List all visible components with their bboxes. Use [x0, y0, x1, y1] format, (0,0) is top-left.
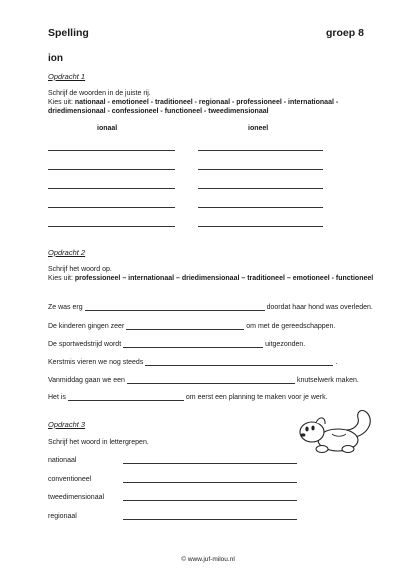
syllable-word-2: conventioneel [48, 476, 92, 483]
answer-line-ionaal-2[interactable] [48, 169, 175, 170]
section2-words-line [48, 274, 388, 283]
sentence-1 [48, 303, 373, 311]
sentence-after: om met de gereedschappen. [246, 323, 336, 330]
sentence-2 [48, 322, 335, 330]
answer-line-ioneel-3[interactable] [198, 188, 323, 189]
choose-prefix: Kies uit: [48, 99, 75, 106]
sentence-blank[interactable] [145, 358, 333, 366]
syllable-answer-line-4[interactable] [123, 519, 297, 520]
sentence-blank[interactable] [85, 303, 265, 311]
section3-instruction: Schrijf het woord in lettergrepen. [48, 439, 149, 446]
sentence-6 [48, 393, 328, 401]
topic-title: ion [48, 53, 63, 64]
answer-line-ioneel-2[interactable] [198, 169, 323, 170]
section1-instruction: Schrijf de woorden in de juiste rij. [48, 90, 151, 97]
syllable-answer-line-2[interactable] [123, 482, 297, 483]
cartoon-animal-illustration [298, 402, 376, 458]
sentence-before: Kerstmis vieren we nog steeds [48, 359, 144, 366]
section2-instructions [48, 265, 388, 283]
syllable-word-4: regionaal [48, 513, 77, 520]
sentence-3 [48, 340, 305, 348]
sentence-before: De kinderen gingen zeer [48, 323, 125, 330]
sentence-blank[interactable] [68, 393, 184, 401]
syllable-answer-line-3[interactable] [123, 500, 297, 501]
answer-line-ionaal-3[interactable] [48, 188, 175, 189]
section1-title: Opdracht 1 [48, 72, 86, 81]
sentence-before: Vanmiddag gaan we een [48, 377, 125, 384]
sentence-4 [48, 358, 337, 366]
syllable-answer-line-1[interactable] [123, 463, 297, 464]
sentence-after: doordat haar hond was overleden. [266, 304, 373, 311]
answer-line-ionaal-1[interactable] [48, 150, 175, 151]
sentence-blank[interactable] [126, 322, 244, 330]
sentence-5 [48, 376, 359, 384]
section1-words-line1 [48, 98, 378, 107]
word-list: professioneel – internationaal – driedimensionaal – traditioneel – emotioneel - functioneel [74, 275, 374, 282]
sentence-after: om eerst een planning te maken voor je werk. [185, 394, 328, 401]
word-list: nationaal - emotioneel - traditioneel - regionaal - professioneel - internationaal - [74, 99, 339, 106]
sentence-after: . [335, 359, 338, 366]
sentence-before: Ze was erg [48, 304, 83, 311]
footer-copyright: © www.juf-milou.nl [181, 556, 235, 563]
answer-line-ioneel-4[interactable] [198, 207, 323, 208]
sentence-blank[interactable] [123, 340, 263, 348]
answer-line-ionaal-4[interactable] [48, 207, 175, 208]
choose-prefix: Kies uit: [48, 275, 75, 282]
answer-line-ioneel-1[interactable] [198, 150, 323, 151]
column-header-ioneel: ioneel [248, 125, 269, 132]
section2-title: Opdracht 2 [48, 248, 86, 257]
answer-line-ionaal-5[interactable] [48, 226, 175, 227]
column-header-ionaal: ionaal [97, 125, 118, 132]
sentence-before: Het is [48, 394, 66, 401]
syllable-word-1: nationaal [48, 457, 77, 464]
answer-line-ioneel-5[interactable] [198, 226, 323, 227]
syllable-word-3: tweedimensionaal [48, 494, 105, 501]
sentence-before: De sportwedstrijd wordt [48, 341, 122, 348]
sentence-after: knutselwerk maken. [296, 377, 359, 384]
header-subject: Spelling [48, 27, 89, 39]
section3-title: Opdracht 3 [48, 420, 86, 429]
header-grade: groep 8 [326, 27, 364, 39]
sentence-after: uitgezonden. [265, 341, 306, 348]
section2-instruction: Schrijf het woord op. [48, 266, 112, 273]
sentence-blank[interactable] [127, 376, 295, 384]
section1-instructions [48, 89, 378, 116]
section1-words-line2: driedimensionaal - confessioneel - functioneel - tweedimensionaal [48, 108, 269, 115]
